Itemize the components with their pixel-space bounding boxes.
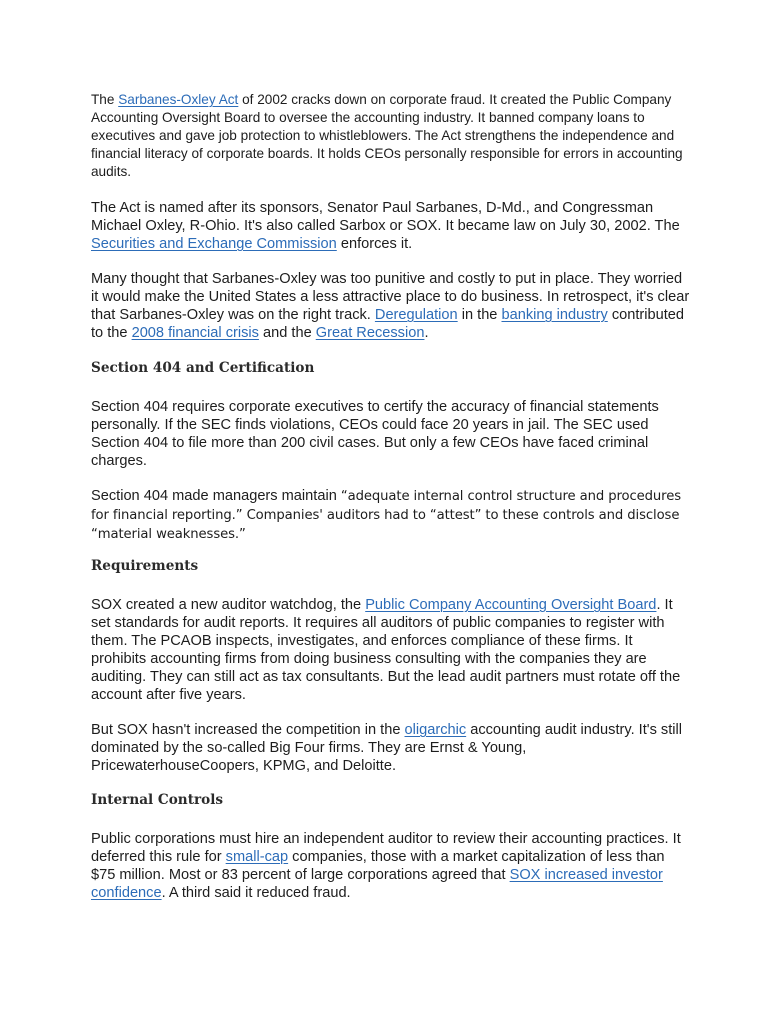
link-sox-investor-confidence[interactable]: SOX increased investor confidence <box>91 867 663 901</box>
link-banking-industry[interactable]: banking industry <box>501 307 608 323</box>
link-oligarchic[interactable]: oligarchic <box>404 722 467 738</box>
heading-section-404: Section 404 and Certification <box>91 360 315 376</box>
internal-controls-paragraph: Public corporations must hire an independent auditor to review their accounting practices. It deferred this rule for small-cap companies, those with a market capitalization of less than $75 million. Most or 83 percent of large corporations agreed that SOX increased investor confidence. A third said it reduced fraud. <box>91 831 681 901</box>
sponsors-paragraph: The Act is named after its sponsors, Senator Paul Sarbanes, D-Md., and Congressman Michael Oxley, R-Ohio. It's also called Sarbox or SOX. It became law on July 30, 2002. The Securities and Exchange Commission enforces it. <box>91 200 680 252</box>
link-sec[interactable]: Securities and Exchange Commission <box>91 236 337 252</box>
section-404-paragraph: Section 404 requires corporate executives to certify the accuracy of financial statements personally. If the SEC finds violations, CEOs could face 20 years in jail. The SEC used Section 404 to file more than 200 civil cases. But only a few CEOs have faced criminal charges. <box>91 399 659 469</box>
link-deregulation[interactable]: Deregulation <box>374 307 458 323</box>
link-sarbanes-oxley-act[interactable]: Sarbanes-Oxley Act <box>118 92 239 107</box>
link-small-cap[interactable]: small-cap <box>225 849 289 865</box>
heading-internal-controls: Internal Controls <box>91 792 224 808</box>
requirements-paragraph: SOX created a new auditor watchdog, the Public Company Accounting Oversight Board. It set standards for audit reports. It requires all auditors of public companies to register with them. The PCAOB inspects, investigates, and enforces compliance of these firms. It prohibits accounting firms from doing business consulting with the companies they are auditing. They can still act as tax consultants. But the lead audit partners must rotate off the account after five years. <box>91 597 681 703</box>
link-2008-financial-crisis[interactable]: 2008 financial crisis <box>131 325 259 341</box>
internal-control-paragraph: Section 404 made managers maintain “adequate internal control structure and procedures for financial reporting.” Companies' auditors had to “attest” to these controls and disclose “material weaknesses.” <box>91 488 681 542</box>
intro-paragraph: The Sarbanes-Oxley Act of 2002 cracks down on corporate fraud. It created the Public Company Accounting Oversight Board to oversee the accounting industry. It banned company loans to executives and gave job protection to whistleblowers. The Act strengthens the independence and financial literacy of corporate boards. It holds CEOs personally responsible for errors in accounting audits. <box>91 92 683 179</box>
heading-requirements: Requirements <box>91 558 199 574</box>
link-pcaob[interactable]: Public Company Accounting Oversight Board <box>365 597 657 613</box>
retrospect-paragraph: Many thought that Sarbanes-Oxley was too punitive and costly to put in place. They worried it would make the United States a less attractive place to do business. In retrospect, it's clear that Sarbanes-Oxley was on the right track. Deregulation in the banking industry contributed to the 2008 financial crisis and the Great Recession. <box>91 271 690 341</box>
competition-paragraph: But SOX hasn't increased the competition in the oligarchic accounting audit industry. It's still dominated by the so-called Big Four firms. They are Ernst & Young, PricewaterhouseCoopers, KPMG, and Deloitte. <box>91 722 683 774</box>
link-great-recession[interactable]: Great Recession <box>315 325 425 341</box>
